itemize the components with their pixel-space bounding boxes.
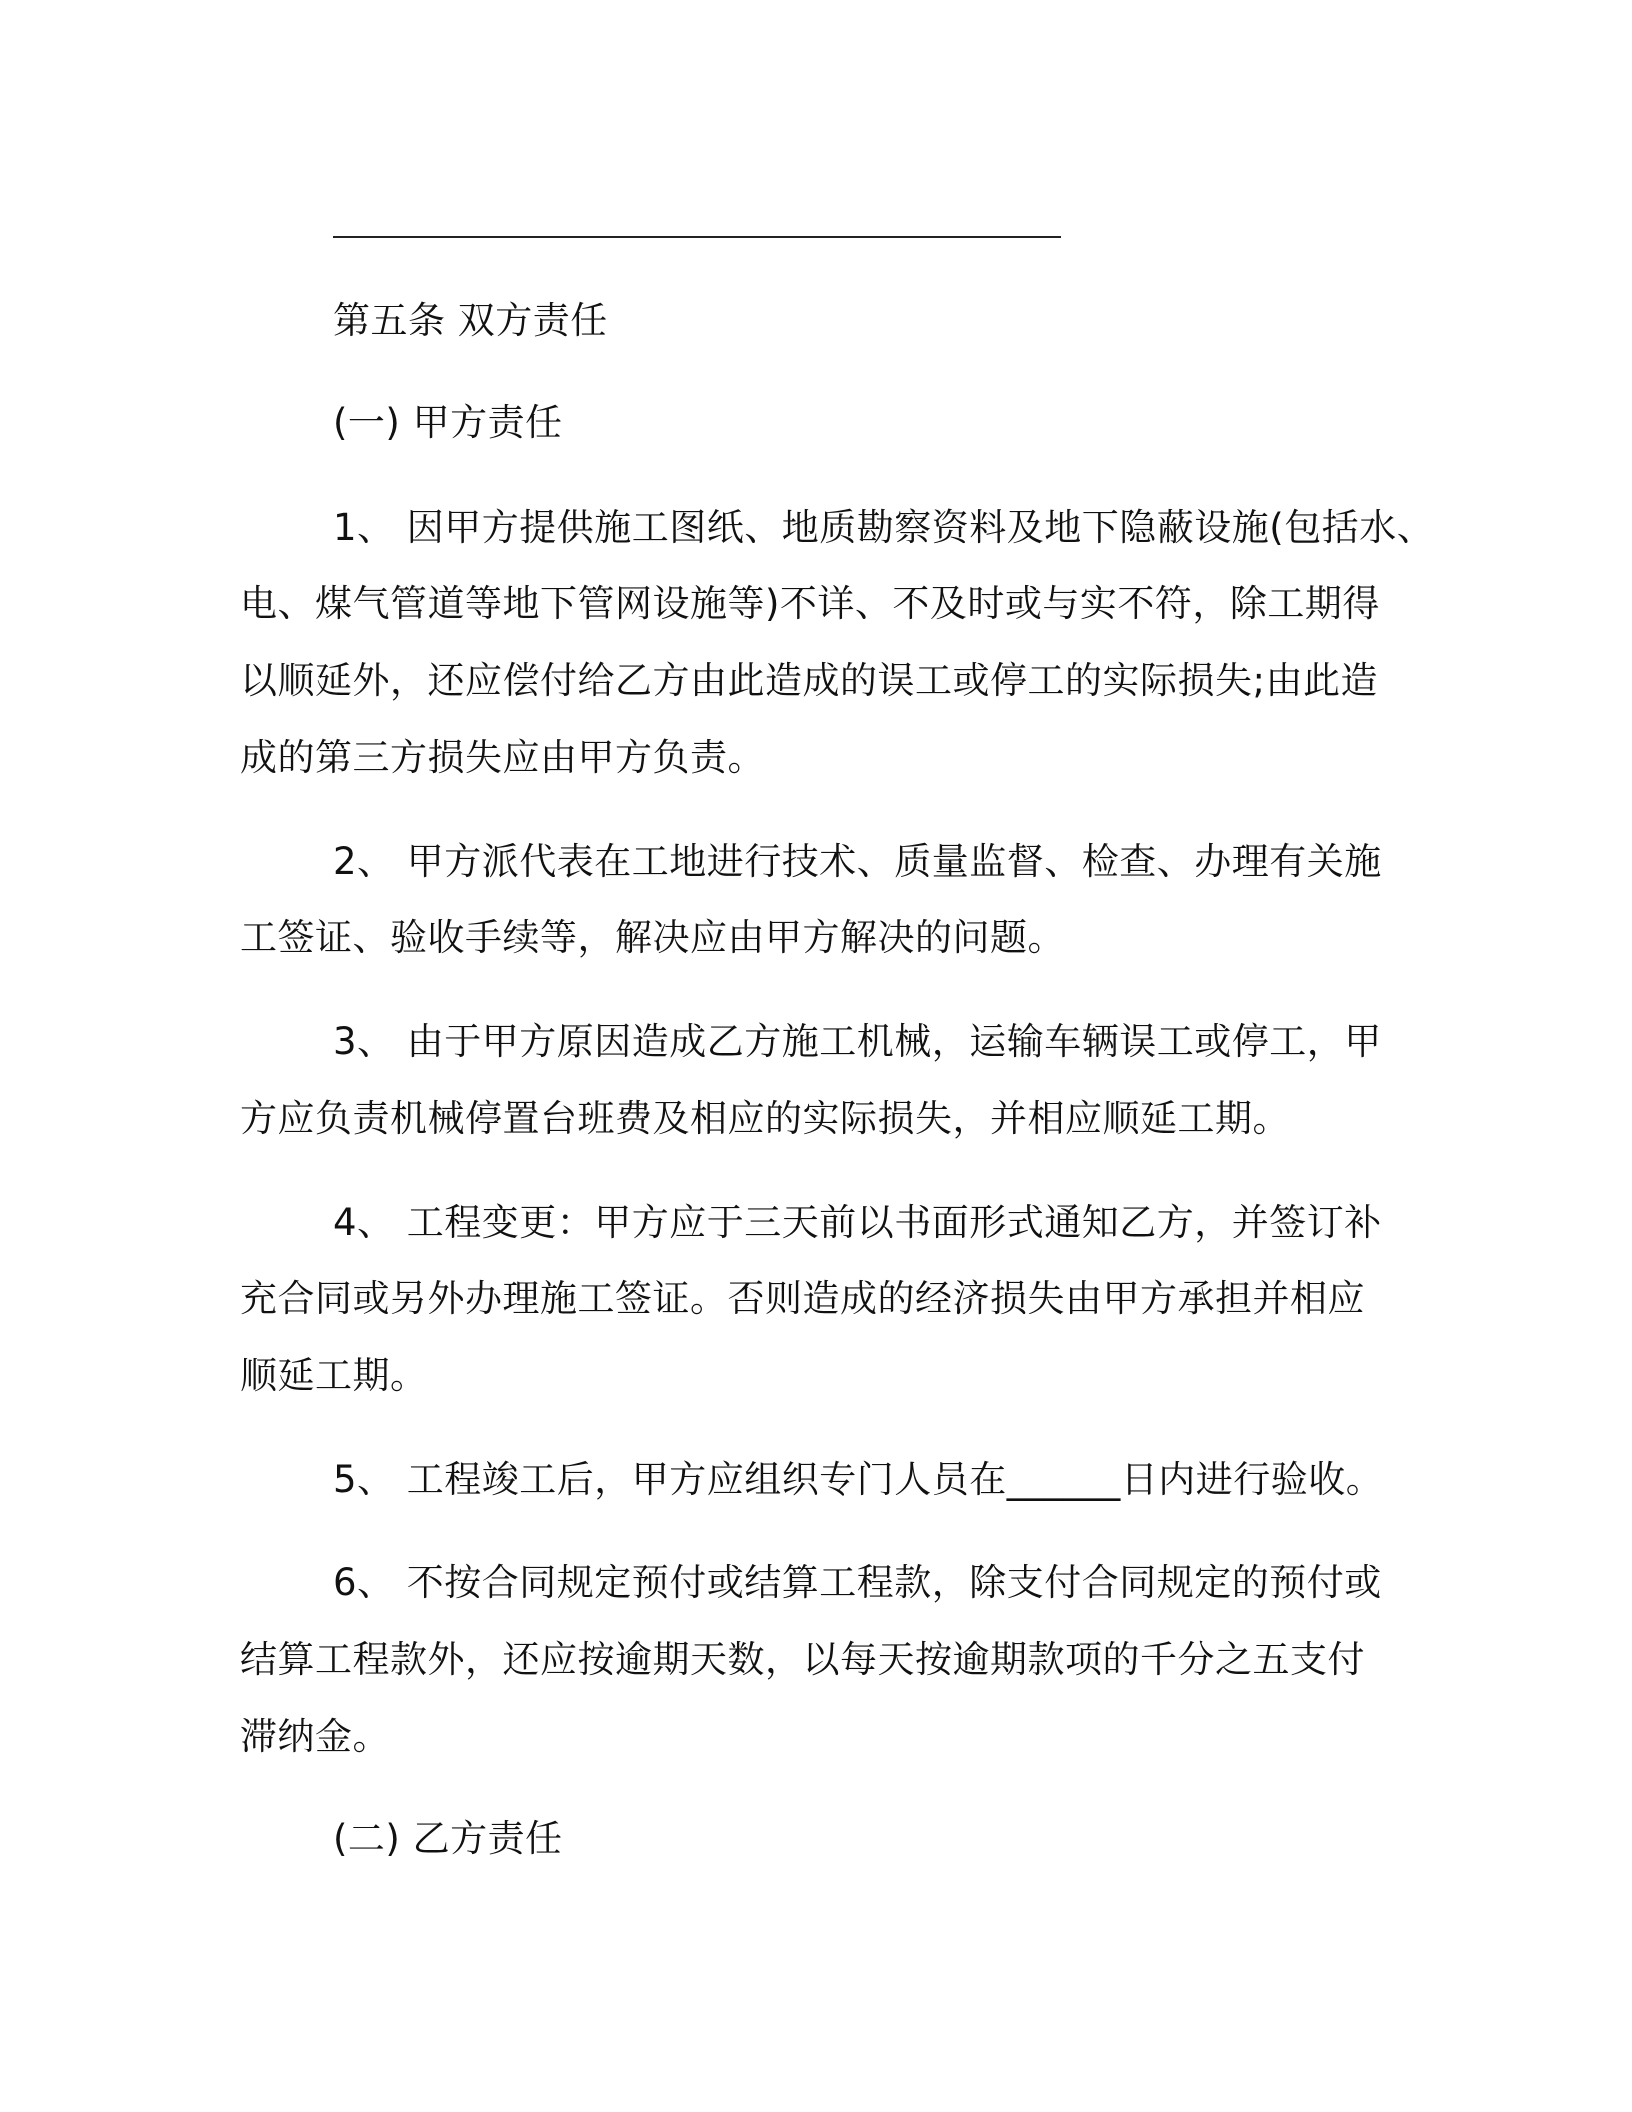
item-2-line-1: 2、 甲方派代表在工地进行技术、质量监督、检查、办理有关施: [333, 840, 1382, 883]
article-heading: 第五条 双方责任: [333, 299, 608, 342]
item-5-line-1: 5、 工程竣工后，甲方应组织专门人员在______日内进行验收。: [333, 1458, 1384, 1501]
item-1-line-2: 电、煤气管道等地下管网设施等)不详、不及时或与实不符，除工期得: [240, 582, 1380, 625]
item-6-line-1: 6、 不按合同规定预付或结算工程款，除支付合同规定的预付或: [333, 1561, 1382, 1604]
item-6-line-3: 滞纳金。: [240, 1715, 390, 1758]
item-2-line-2: 工签证、验收手续等，解决应由甲方解决的问题。: [240, 916, 1065, 959]
item-4-line-3: 顺延工期。: [240, 1354, 428, 1397]
section-heading-party-b: (二) 乙方责任: [333, 1817, 563, 1860]
item-3-line-1: 3、 由于甲方原因造成乙方施工机械，运输车辆误工或停工，甲: [333, 1020, 1382, 1063]
item-1-line-1: 1、 因甲方提供施工图纸、地质勘察资料及地下隐蔽设施(包括水、: [333, 506, 1435, 549]
item-3-line-2: 方应负责机械停置台班费及相应的实际损失，并相应顺延工期。: [240, 1097, 1290, 1140]
item-4-line-1: 4、 工程变更：甲方应于三天前以书面形式通知乙方，并签订补: [333, 1201, 1382, 1244]
blank-fill-line: [333, 236, 1061, 238]
item-1-line-3: 以顺延外，还应偿付给乙方由此造成的误工或停工的实际损失;由此造: [240, 659, 1378, 702]
item-6-line-2: 结算工程款外，还应按逾期天数，以每天按逾期款项的千分之五支付: [240, 1638, 1365, 1681]
item-4-line-2: 充合同或另外办理施工签证。否则造成的经济损失由甲方承担并相应: [240, 1277, 1365, 1320]
section-heading-party-a: (一) 甲方责任: [333, 401, 563, 444]
item-1-line-4: 成的第三方损失应由甲方负责。: [240, 736, 765, 779]
